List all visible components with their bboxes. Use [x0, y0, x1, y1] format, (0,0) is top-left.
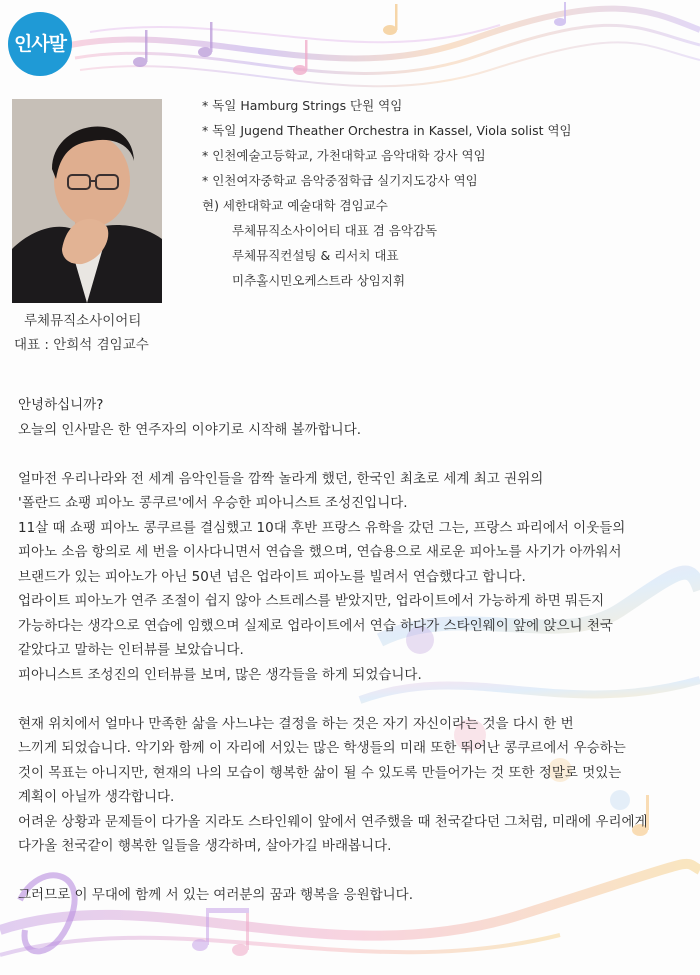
career-list	[202, 97, 572, 297]
career-item: * 독일 Jugend Theather Orchestra in Kassel, Viola solist 역임	[202, 123, 572, 138]
current-role-item: 루체뮤직소사이어티 대표 겸 음악감독	[232, 223, 438, 238]
greeting-line: 계획이 아닐까 생각합니다.	[18, 789, 175, 805]
greeting-line: 것이 목표는 아니지만, 현재의 나의 모습이 행복한 삶이 될 수 있도록 만들어가는 것 또한 정말로 멋있는	[18, 764, 622, 781]
portrait-image	[12, 99, 162, 303]
greeting-text	[18, 395, 698, 910]
greeting-line: 11살 때 쇼팽 피아노 콩쿠르를 결심했고 10대 후반 프랑스 유학을 갔던 그는, 프랑스 파리에서 이웃들의	[18, 519, 626, 536]
greeting-line: 브랜드가 있는 피아노가 아닌 50년 넘은 업라이트 피아노를 빌려서 연습했다고 합니다.	[18, 568, 526, 585]
current-role-item: 루체뮤직컨설팅 & 리서치 대표	[232, 248, 399, 263]
greeting-line: 현재 위치에서 얼마나 만족한 삶을 사느냐는 결정을 하는 것은 자기 자신이라는 것을 다시 한 번	[18, 715, 574, 732]
greeting-line: 같았다고 말하는 인터뷰를 보았습니다.	[18, 642, 244, 658]
profile-title: 대표 : 안희석 겸임교수	[14, 337, 149, 353]
greeting-line: 그러므로 이 무대에 함께 서 있는 여러분의 꿈과 행복을 응원합니다.	[18, 887, 414, 903]
profile-org: 루체뮤직소사이어티	[24, 313, 142, 329]
greeting-line: 어려운 상황과 문제들이 다가올 지라도 스타인웨이 앞에서 연주했을 때 천국같다던 그처럼, 미래에 우리에게	[18, 813, 648, 830]
greeting-line: 가능하다는 생각으로 연습에 임했으며 실제로 업라이트에서 연습 하다가 스타인웨이 앞에 앉으니 천국	[18, 617, 613, 634]
profile-photo	[12, 99, 162, 303]
greeting-line: 안녕하십니까?	[18, 397, 104, 413]
greeting-line: 다가올 천국같이 행복한 일들을 생각하며, 살아가길 바래봅니다.	[18, 838, 392, 854]
greeting-line: 업라이트 피아노가 연주 조절이 쉽지 않아 스트레스를 받았지만, 업라이트에서 가능하게 하면 뭐든지	[18, 593, 605, 609]
greeting-line: 피아노 소음 항의로 세 번을 이사다니면서 연습을 했으며, 연습용으로 새로운 피아노를 사기가 아까워서	[18, 544, 622, 560]
greeting-line: 오늘의 인사말은 한 연주자의 이야기로 시작해 볼까합니다.	[18, 421, 362, 438]
greeting-line: 피아니스트 조성진의 인터뷰를 보며, 많은 생각들을 하게 되었습니다.	[18, 666, 422, 683]
career-item: * 인천예술고등학교, 가천대학교 음악대학 강사 역임	[202, 148, 486, 163]
greeting-badge: 인사말	[8, 12, 72, 76]
greeting-line: 느끼게 되었습니다. 악기와 함께 이 자리에 서있는 많은 학생들의 미래 또한 뛰어난 콩쿠르에서 우승하는	[18, 740, 626, 756]
greeting-line: 얼마전 우리나라와 전 세계 음악인들을 깜짝 놀라게 했던, 한국인 최초로 세계 최고 권위의	[18, 470, 544, 487]
greeting-line: '폴란드 쇼팽 피아노 콩쿠르'에서 우승한 피아니스트 조성진입니다.	[18, 495, 408, 511]
career-item: 현) 세한대학교 예술대학 겸임교수	[202, 198, 388, 213]
career-item: * 독일 Hamburg Strings 단원 역임	[202, 98, 403, 113]
career-item: * 인천여자중학교 음악중점학급 실기지도강사 역임	[202, 173, 478, 188]
current-role-item: 미추홀시민오케스트라 상임지휘	[232, 273, 406, 288]
